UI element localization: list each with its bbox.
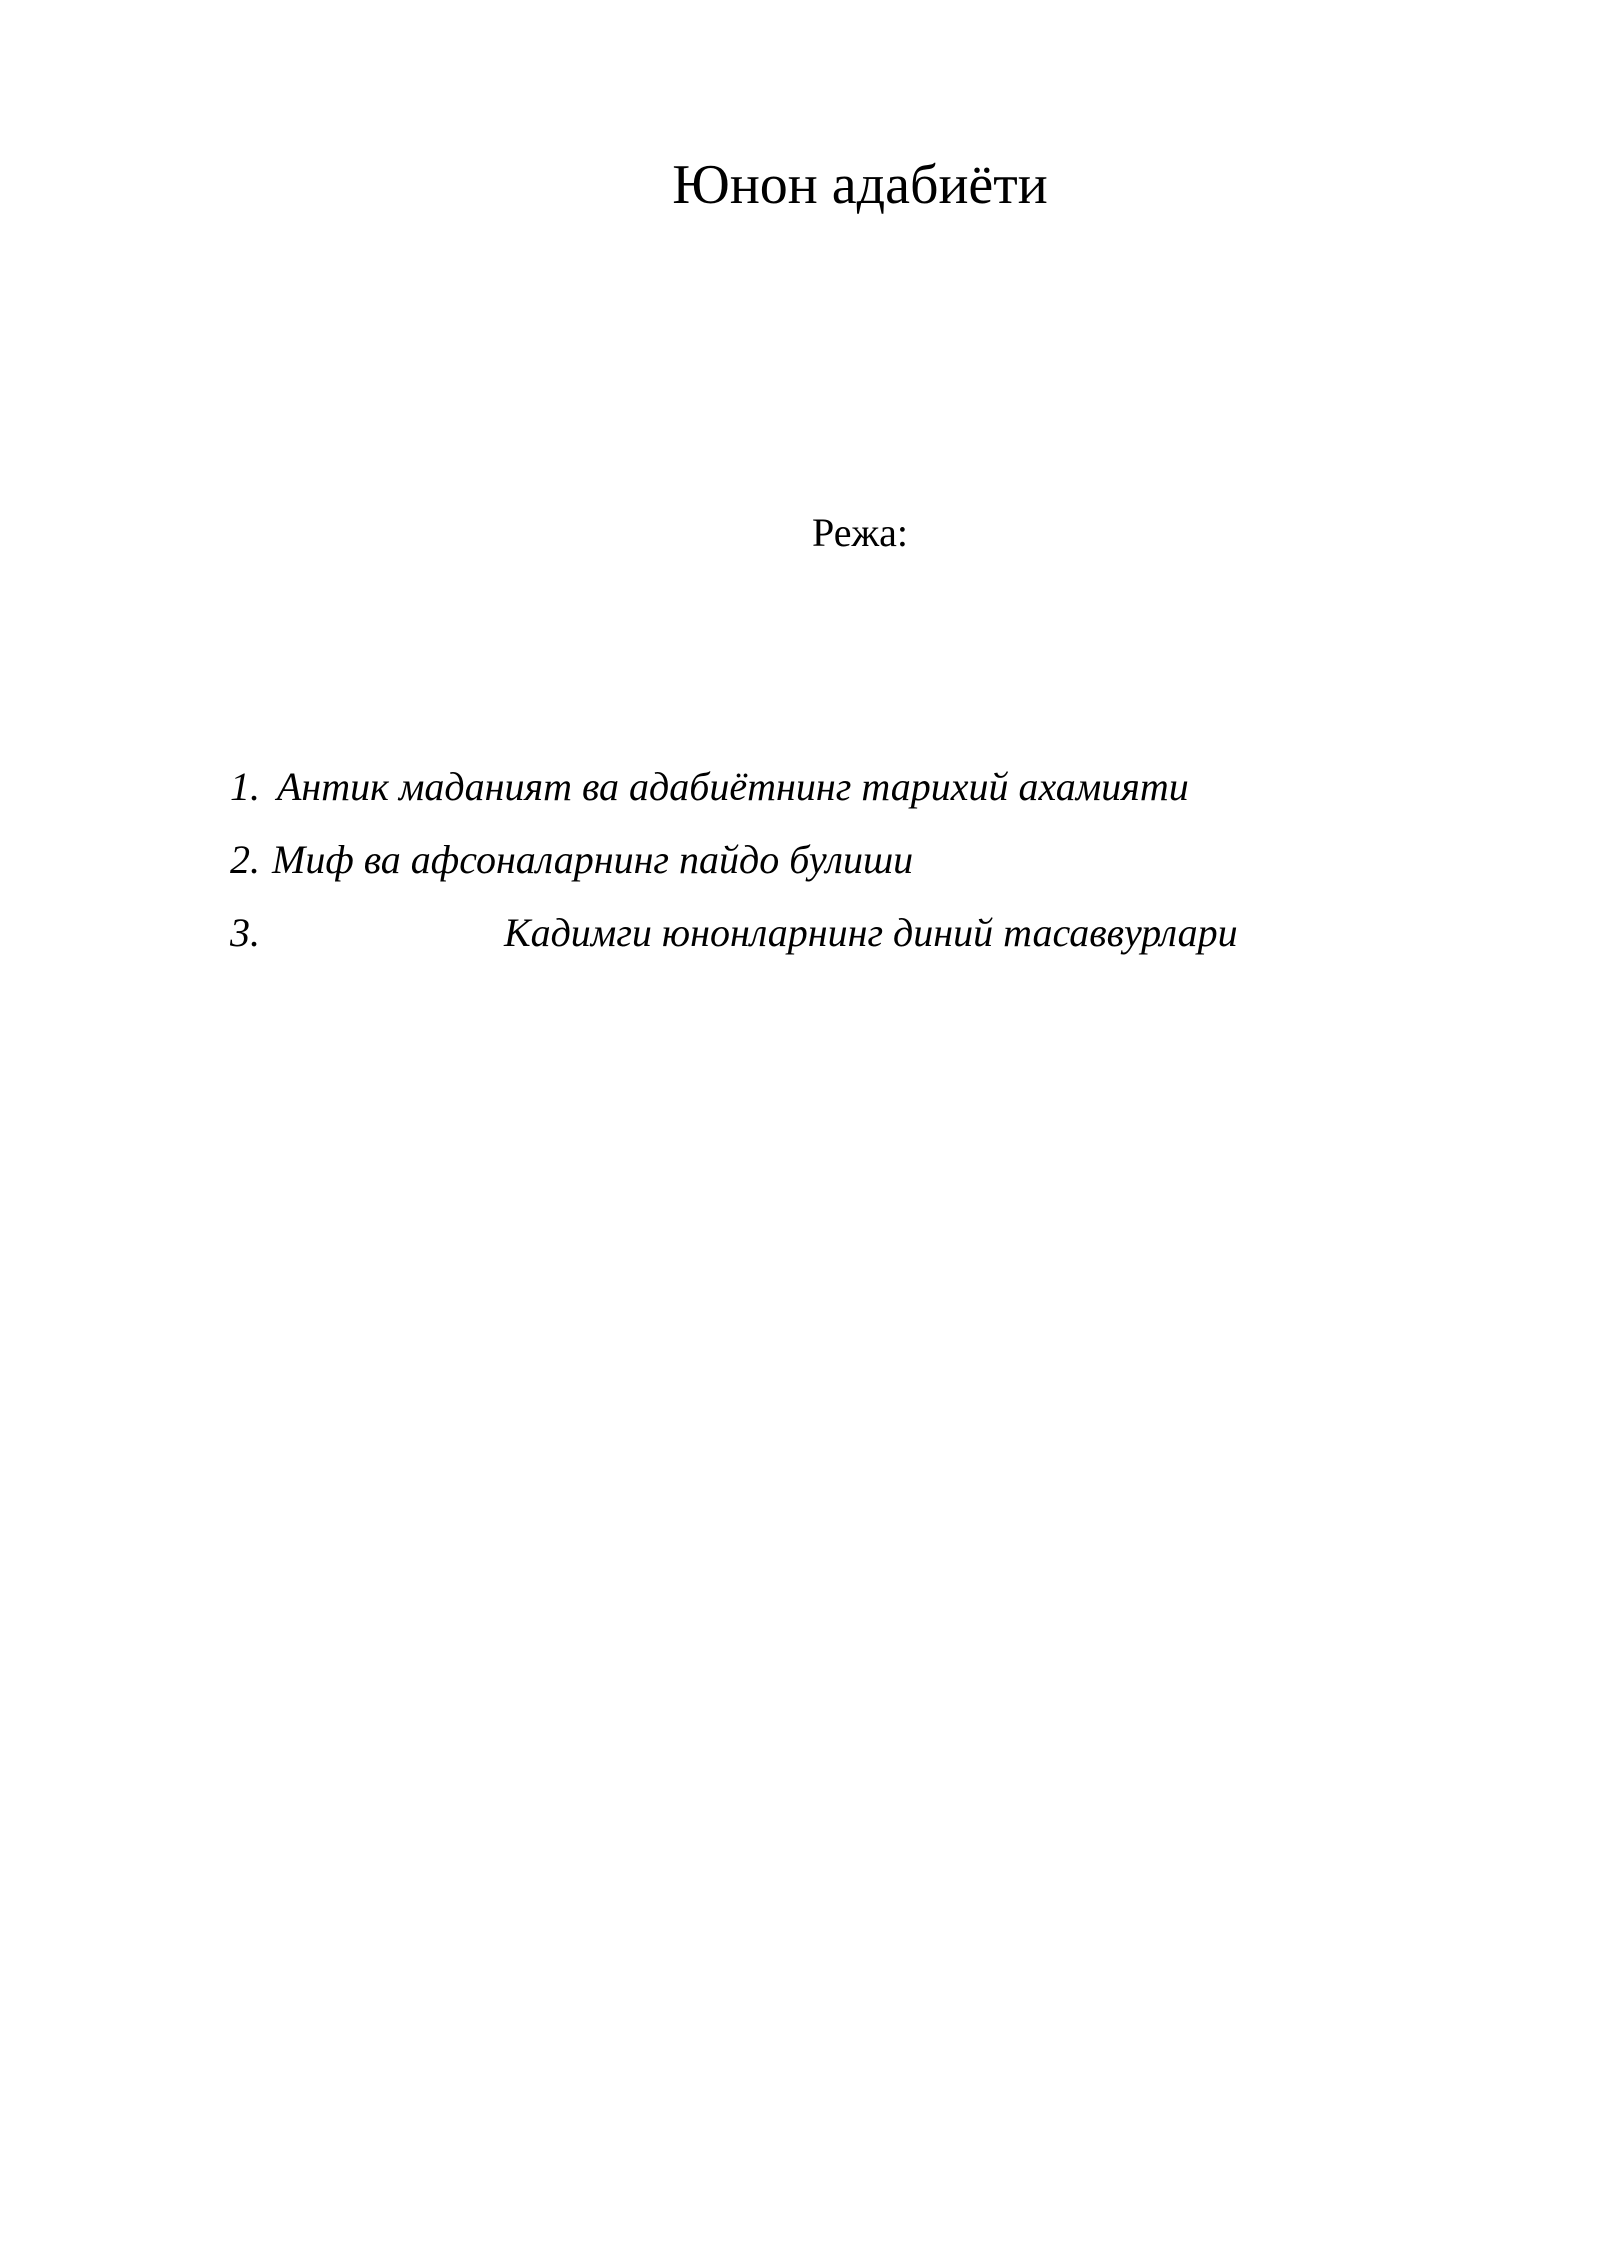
plan-list (230, 762, 1238, 981)
plan-item (230, 835, 1189, 908)
plan-item-text: Антик маданият ва адабиётнинг тарихий ахамияти (277, 764, 1189, 809)
plan-item-number: 1. (230, 764, 260, 809)
plan-item (230, 762, 1189, 835)
plan-item-text: Кадимги юнонларнинг диний тасаввурлари (504, 910, 1238, 955)
plan-item (230, 908, 1238, 981)
plan-item-text: Миф ва афсоналарнинг пайдо булиши (272, 837, 914, 882)
plan-item-number: 3. (230, 910, 260, 955)
plan-item-number: 2. (230, 837, 260, 882)
document-title: Юнон адабиёти (672, 154, 1048, 216)
plan-heading: Режа: (812, 510, 908, 555)
